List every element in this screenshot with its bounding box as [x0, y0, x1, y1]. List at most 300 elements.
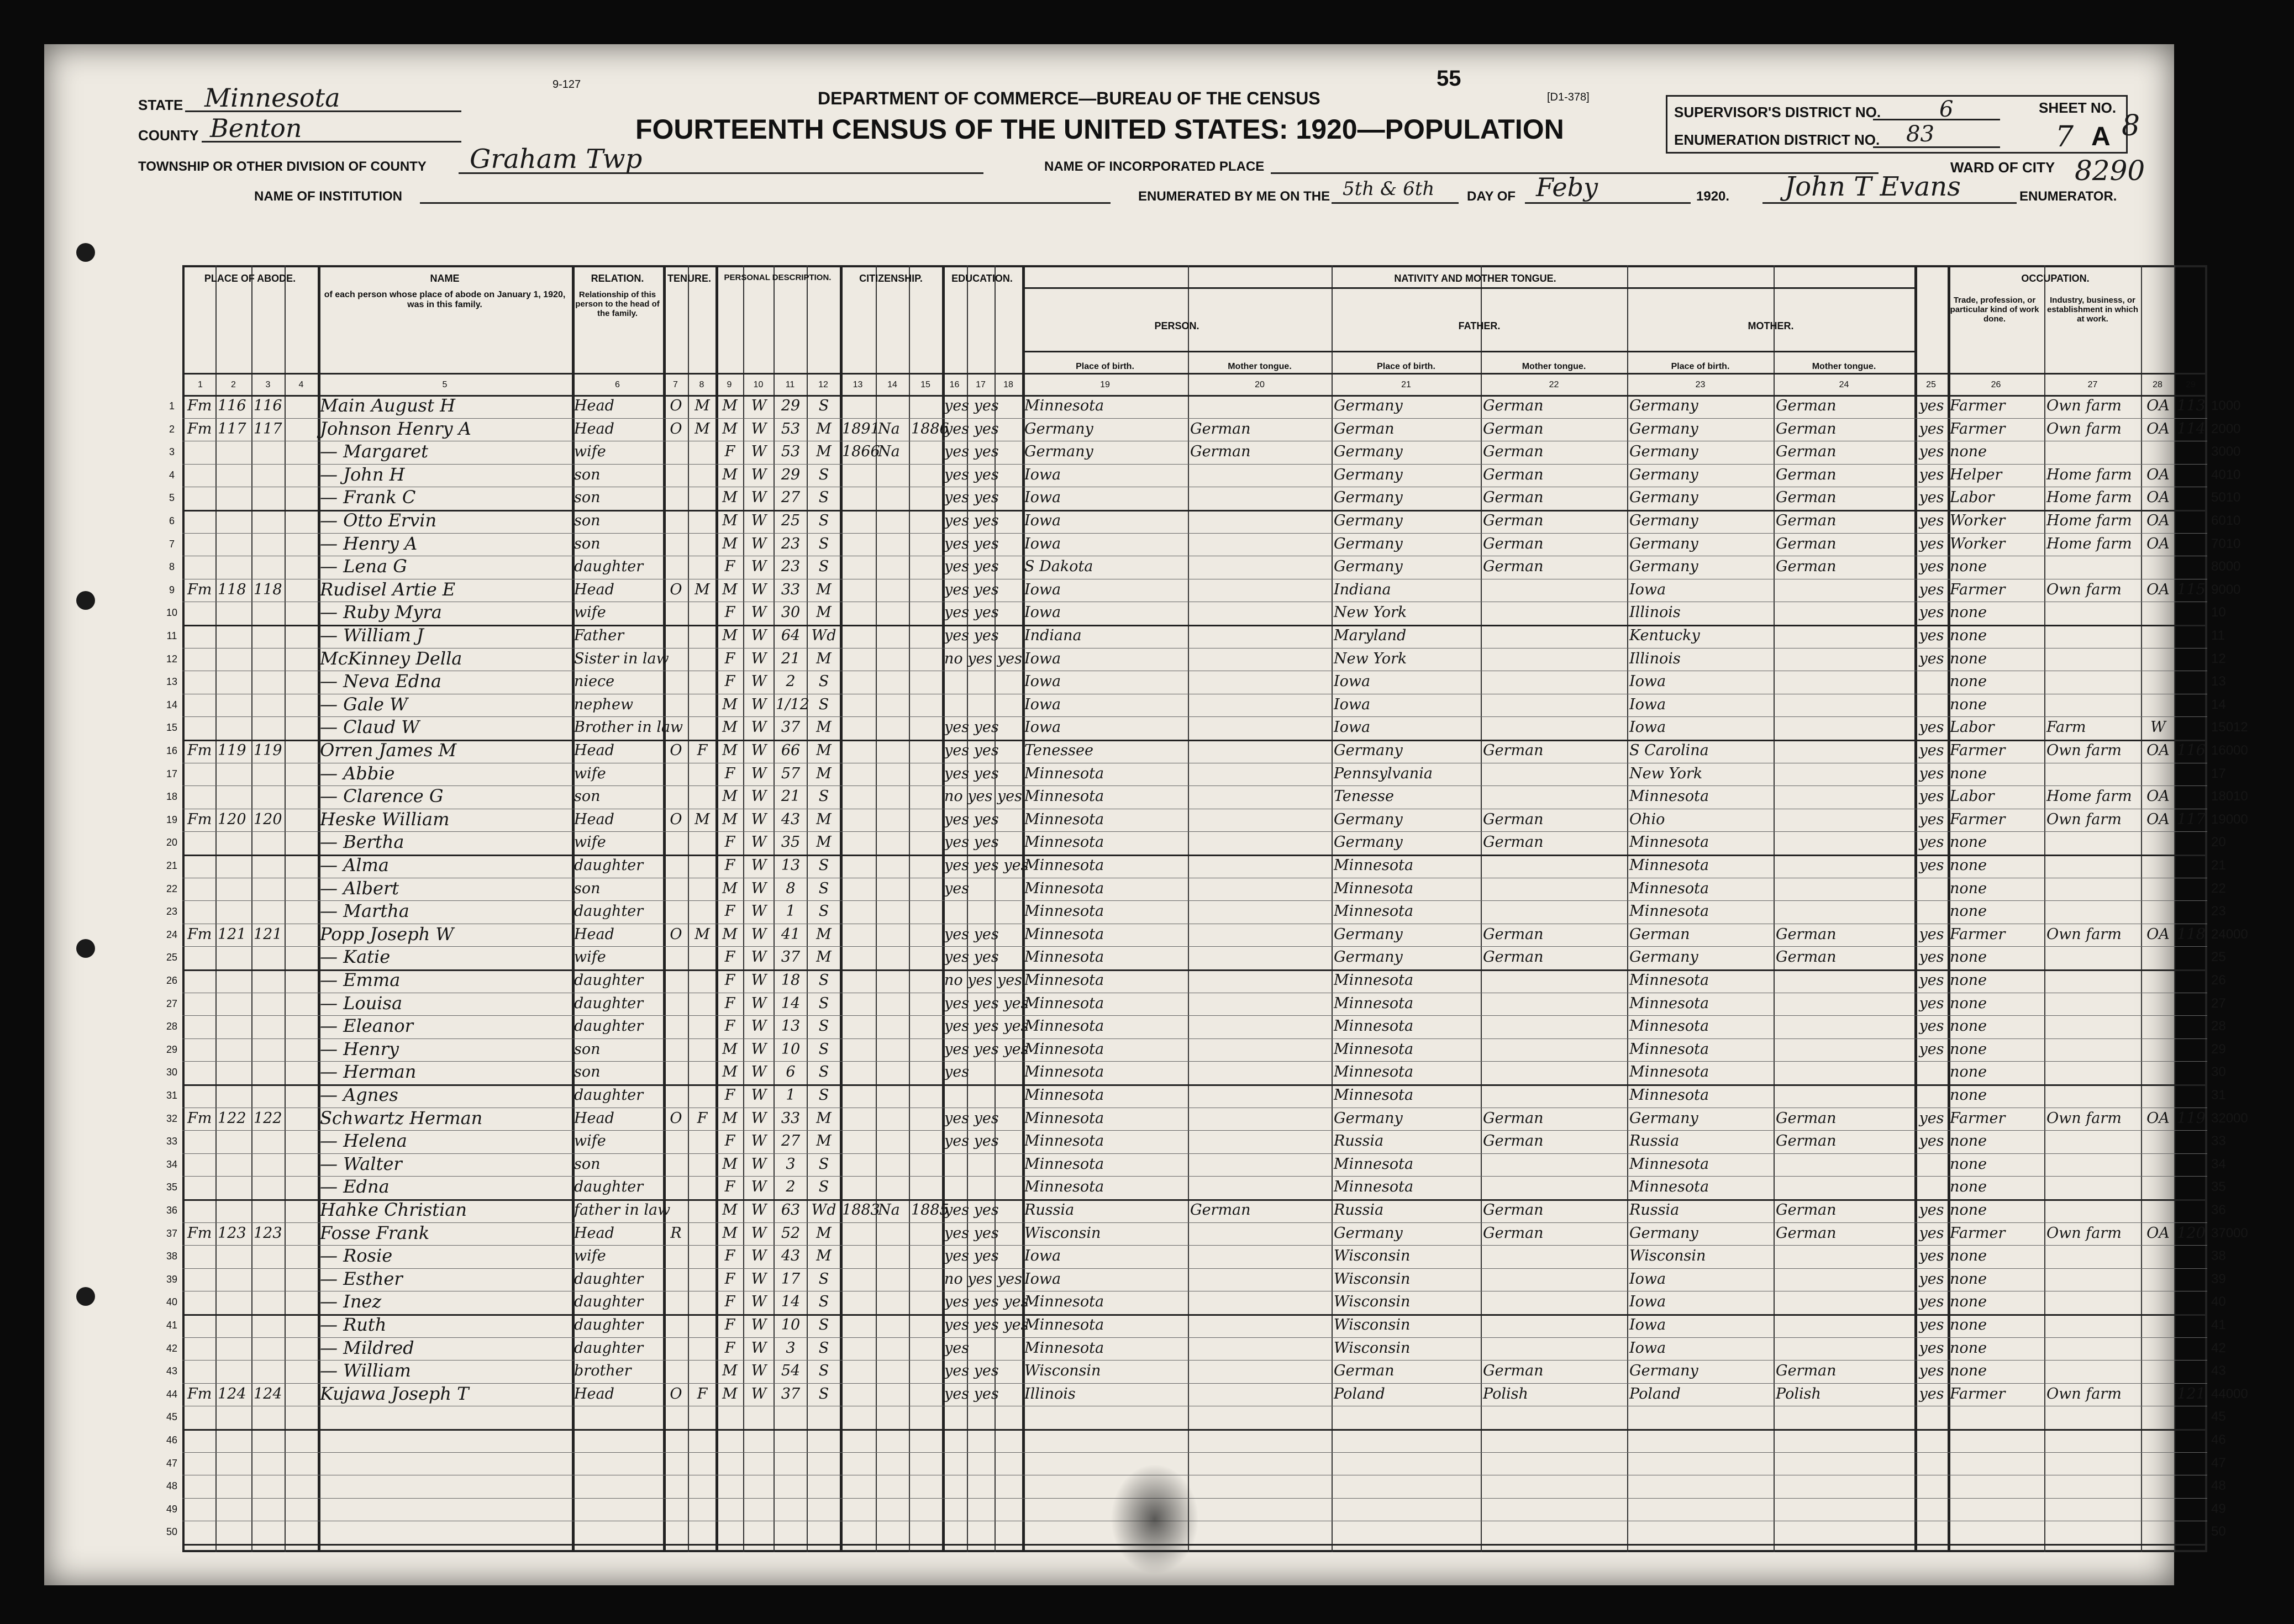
cell-mpob: Iowa — [1629, 581, 1666, 598]
enumerator-label: ENUMERATOR. — [2019, 189, 2117, 204]
cell-rel: daughter — [574, 994, 644, 1012]
cell-pob: Minnesota — [1024, 972, 1104, 989]
cell-fpob: Germany — [1334, 558, 1403, 576]
cell-age: 8 — [786, 879, 796, 897]
line-number: 4 — [169, 469, 175, 481]
margin-number: 22 — [2211, 880, 2226, 896]
cell-fpob: Germany — [1334, 489, 1403, 507]
table-row — [182, 694, 2207, 717]
cell-emp: W — [2150, 719, 2166, 736]
table-row — [182, 464, 2207, 487]
cell-pob: Iowa — [1024, 535, 1061, 552]
cell-ind: Own farm — [2046, 810, 2122, 828]
cell-sex: F — [724, 1087, 735, 1104]
cell-mpob: Iowa — [1629, 673, 1666, 690]
row-divider — [182, 1452, 2207, 1453]
cell-rel: daughter — [574, 1316, 644, 1333]
column-number: 27 — [2087, 380, 2098, 389]
column-number: 24 — [1839, 380, 1849, 389]
cell-fpob: Germany — [1334, 535, 1403, 552]
cell-mtg: M — [694, 420, 710, 437]
line-number: 1 — [169, 400, 175, 412]
cell-fmt: German — [1483, 1362, 1544, 1380]
cell-name: Popp Joseph W — [320, 923, 454, 945]
cell-age: 37 — [781, 719, 801, 736]
column-number: 18 — [1003, 380, 1013, 389]
cell-fpob: Iowa — [1334, 695, 1371, 713]
cell-sex: F — [724, 994, 735, 1012]
table-row — [182, 487, 2207, 510]
cell-race: W — [751, 972, 767, 989]
line-number: 49 — [166, 1503, 178, 1515]
column-number: 4 — [298, 380, 304, 389]
table-row — [182, 924, 2207, 947]
column-number: 29 — [2186, 380, 2196, 389]
cell-eng: yes — [1919, 535, 1944, 552]
cell-rel: wife — [574, 1247, 606, 1265]
cell-race: W — [751, 1109, 767, 1127]
cell-fpob: Germany — [1334, 1109, 1403, 1127]
cell-occ: none — [1950, 1087, 1987, 1104]
cell-age: 30 — [781, 604, 801, 621]
cell-dw: 123 — [218, 1224, 246, 1242]
cell-ny: 1886 — [911, 420, 949, 437]
cell-mpob: Germany — [1629, 535, 1698, 552]
cell-mpob: S Carolina — [1629, 742, 1709, 759]
cell-fmt: German — [1483, 443, 1544, 461]
cell-occ: none — [1950, 1063, 1987, 1081]
cell-mpob: Iowa — [1629, 1293, 1666, 1311]
cell-occ: Farmer — [1950, 810, 2006, 828]
cell-rel: father in law — [574, 1201, 671, 1219]
cell-pob: Iowa — [1024, 1247, 1061, 1265]
cell-ind: Own farm — [2046, 420, 2122, 437]
line-number: 35 — [166, 1182, 178, 1193]
cell-race: W — [751, 764, 767, 782]
margin-number: 19000 — [2211, 811, 2248, 827]
margin-number: 25 — [2211, 950, 2226, 965]
cell-age: 57 — [781, 764, 801, 782]
form-number: 9-127 — [553, 78, 581, 91]
cell-rel: daughter — [574, 972, 644, 989]
cell-occ: Farmer — [1950, 581, 2006, 598]
line-number: 39 — [166, 1273, 178, 1285]
cell-fpob: Germany — [1334, 1224, 1403, 1242]
cell-sex: F — [724, 1339, 735, 1357]
cell-fam: 121 — [254, 925, 282, 943]
cell-pob: Minnesota — [1024, 397, 1104, 414]
cell-name: — Ruth — [320, 1314, 387, 1335]
cell-lit: yes yes — [944, 1224, 999, 1242]
table-row — [182, 418, 2207, 441]
cell-rel: Brother in law — [574, 719, 683, 736]
cell-race: W — [751, 466, 767, 483]
cell-rel: son — [574, 1040, 601, 1058]
table-row — [182, 1222, 2207, 1246]
cell-farm: Fm — [187, 420, 212, 437]
cell-mar: M — [816, 925, 832, 943]
cell-mar: S — [818, 903, 829, 920]
cell-race: W — [751, 604, 767, 621]
cell-sex: M — [722, 1063, 738, 1081]
cell-dw: 117 — [218, 420, 246, 437]
cell-race: W — [751, 857, 767, 874]
header-divider — [1022, 287, 1914, 289]
margin-number: 8000 — [2211, 559, 2241, 574]
county-label: COUNTY — [138, 127, 199, 144]
cell-pob: Iowa — [1024, 1270, 1061, 1288]
cell-fpob: Iowa — [1334, 673, 1371, 690]
cell-lit: yes yes — [944, 719, 999, 736]
line-number: 30 — [166, 1067, 178, 1078]
cell-mtg: M — [694, 581, 710, 598]
cell-own: R — [670, 1224, 682, 1242]
cell-mar: S — [818, 1017, 829, 1035]
cell-occ: none — [1950, 1155, 1987, 1173]
cell-mar: M — [816, 834, 832, 851]
cell-age: 1 — [786, 903, 796, 920]
margin-number: 39 — [2211, 1271, 2226, 1286]
cell-mar: S — [818, 558, 829, 576]
cell-mar: M — [816, 650, 832, 667]
cell-ind: Own farm — [2046, 1109, 2122, 1127]
cell-race: W — [751, 673, 767, 690]
cell-eng: yes — [1919, 1316, 1944, 1333]
cell-fam: 118 — [254, 581, 282, 598]
cell-rel: Head — [574, 397, 614, 414]
cell-lit: no yes yes — [944, 972, 1022, 989]
cell-fam: 122 — [254, 1109, 282, 1127]
cell-race: W — [751, 834, 767, 851]
margin-number: 46 — [2211, 1432, 2226, 1447]
cell-mmt: German — [1776, 1224, 1837, 1242]
line-number: 33 — [166, 1136, 178, 1147]
group-mother: MOTHER. — [1748, 320, 1794, 331]
cell-emp: OA — [2146, 489, 2170, 507]
cell-race: W — [751, 1293, 767, 1311]
cell-rel: daughter — [574, 1017, 644, 1035]
cell-mpob: Germany — [1629, 420, 1698, 437]
cell-fpob: Germany — [1334, 443, 1403, 461]
person-tongue-header: Mother tongue. — [1228, 362, 1292, 371]
cell-age: 52 — [781, 1224, 801, 1242]
cell-lit: yes yes — [944, 443, 999, 461]
cell-name: — Margaret — [320, 441, 428, 462]
cell-race: W — [751, 1040, 767, 1058]
cell-race: W — [751, 627, 767, 644]
cell-name: Fosse Frank — [320, 1222, 430, 1243]
cell-name: — Louisa — [320, 992, 403, 1014]
line-number: 9 — [169, 584, 175, 595]
cell-mar: M — [816, 604, 832, 621]
sheet-mark: 8 — [2122, 109, 2140, 143]
cell-occ: none — [1950, 948, 1987, 966]
cell-imm: 1866 — [842, 443, 880, 461]
cell-occ: none — [1950, 1362, 1987, 1380]
cell-occ: none — [1950, 879, 1987, 897]
cell-fpob: German — [1334, 420, 1395, 437]
cell-occ: none — [1950, 1201, 1987, 1219]
margin-number: 17 — [2211, 766, 2226, 781]
cell-age: 37 — [781, 1385, 801, 1402]
line-number: 44 — [166, 1388, 178, 1400]
cell-pob: Iowa — [1024, 673, 1061, 690]
cell-lit: yes yes yes — [944, 1040, 1029, 1058]
cell-emp: OA — [2146, 420, 2170, 437]
cell-mar: M — [816, 810, 832, 828]
cell-fpob: Indiana — [1334, 581, 1391, 598]
cell-mar: S — [818, 1040, 829, 1058]
cell-name: — Ruby Myra — [320, 602, 442, 623]
cell-occ: none — [1950, 1040, 1987, 1058]
cell-mar: M — [816, 581, 832, 598]
cell-mar: M — [816, 1132, 832, 1150]
cell-occ: Farmer — [1950, 925, 2006, 943]
cell-sex: M — [722, 1155, 738, 1173]
cell-rel: wife — [574, 1132, 606, 1150]
cell-fpob: Germany — [1334, 810, 1403, 828]
cell-eng: yes — [1919, 1339, 1944, 1357]
cell-age: 53 — [781, 420, 801, 437]
cell-fam: 123 — [254, 1224, 282, 1242]
cell-mar: M — [816, 443, 832, 461]
mother-pob-header: Place of birth. — [1671, 362, 1730, 371]
cell-sex: F — [724, 604, 735, 621]
margin-number: 14 — [2211, 697, 2226, 712]
cell-eng: yes — [1919, 466, 1944, 483]
cell-pob: Minnesota — [1024, 1063, 1104, 1081]
cell-mar: S — [818, 1293, 829, 1311]
cell-own: O — [670, 925, 682, 943]
line-number: 22 — [166, 883, 178, 894]
table-row — [182, 716, 2207, 740]
margin-number: 21 — [2211, 858, 2226, 873]
cell-mmt: German — [1776, 489, 1837, 507]
cell-rel: son — [574, 1063, 601, 1081]
table-row — [182, 1245, 2207, 1268]
column-number: 20 — [1255, 380, 1265, 389]
cell-age: 23 — [781, 558, 801, 576]
census-sheet — [44, 44, 2248, 1585]
cell-fpob: Minnesota — [1334, 994, 1414, 1012]
cell-fam: 116 — [254, 397, 282, 414]
cell-mtg: M — [694, 925, 710, 943]
cell-mtg: F — [697, 742, 708, 759]
line-number: 25 — [166, 952, 178, 963]
cell-pob: Iowa — [1024, 604, 1061, 621]
cell-own: O — [670, 581, 682, 598]
cell-rel: daughter — [574, 1293, 644, 1311]
cell-rel: daughter — [574, 558, 644, 576]
cell-rel: Head — [574, 581, 614, 598]
cell-age: 54 — [781, 1362, 801, 1380]
cell-mmt: Polish — [1776, 1385, 1821, 1402]
line-number: 2 — [169, 423, 175, 435]
cell-race: W — [751, 719, 767, 736]
sheet-label: SHEET NO. — [2039, 99, 2117, 116]
cell-rel: Head — [574, 925, 614, 943]
cell-mar: M — [816, 1247, 832, 1265]
group-relation: RELATION. — [591, 273, 644, 284]
column-number: 16 — [949, 380, 960, 389]
cell-fpob: Minnesota — [1334, 972, 1414, 989]
cell-sex: M — [722, 397, 738, 414]
cell-pob: Russia — [1024, 1201, 1075, 1219]
cell-race: W — [751, 1017, 767, 1035]
cell-sex: F — [724, 1017, 735, 1035]
cell-name: — Lena G — [320, 556, 407, 577]
cell-mt: German — [1190, 443, 1251, 461]
cell-lit: yes yes — [944, 581, 999, 598]
cell-race: W — [751, 903, 767, 920]
cell-lit: yes yes — [944, 420, 999, 437]
cell-fmt: German — [1483, 1224, 1544, 1242]
cell-mmt: German — [1776, 925, 1837, 943]
cell-mpob: Germany — [1629, 1362, 1698, 1380]
margin-number: 15012 — [2211, 720, 2248, 735]
cell-lit: no yes yes — [944, 1270, 1022, 1288]
line-number: 15 — [166, 722, 178, 734]
cell-name: — Bertha — [320, 831, 404, 853]
cell-age: 13 — [781, 857, 801, 874]
cell-emp: OA — [2146, 742, 2170, 759]
cell-pob: Indiana — [1024, 627, 1082, 644]
cell-own: O — [670, 742, 682, 759]
margin-number: 2000 — [2211, 421, 2241, 436]
cell-name: — Edna — [320, 1176, 390, 1198]
table-row — [182, 1061, 2207, 1084]
cell-pob: Minnesota — [1024, 1316, 1104, 1333]
cell-sex: F — [724, 903, 735, 920]
margin-number: 44000 — [2211, 1386, 2248, 1401]
relation-column-desc: Relationship of this person to the head of the family. — [575, 290, 660, 318]
cell-fmt: German — [1483, 948, 1544, 966]
film-smudge — [1111, 1464, 1199, 1574]
cell-ind: Own farm — [2046, 581, 2122, 598]
line-number: 45 — [166, 1411, 178, 1423]
cell-lit: yes yes — [944, 1385, 999, 1402]
cell-sched: 121 — [2177, 1385, 2206, 1402]
cell-ind: Own farm — [2046, 397, 2122, 414]
cell-sched: 118 — [2177, 925, 2206, 943]
table-row — [182, 1314, 2207, 1337]
cell-fpob: Tenesse — [1334, 788, 1394, 805]
binder-hole-icon — [76, 1287, 95, 1306]
cell-age: 64 — [781, 627, 801, 644]
cell-fmt: Polish — [1483, 1385, 1528, 1402]
cell-mar: S — [818, 1339, 829, 1357]
cell-name: — Alma — [320, 855, 389, 876]
cell-mpob: Iowa — [1629, 1270, 1666, 1288]
cell-emp: OA — [2146, 581, 2170, 598]
cell-age: 10 — [781, 1316, 801, 1333]
cell-occ: Farmer — [1950, 742, 2006, 759]
cell-name: — Henry — [320, 1038, 399, 1059]
cell-mpob: Kentucky — [1629, 627, 1700, 644]
cell-sex: M — [722, 719, 738, 736]
cell-mpob: Minnesota — [1629, 1178, 1709, 1196]
cell-mpob: Iowa — [1629, 719, 1666, 736]
cell-pob: Wisconsin — [1024, 1224, 1101, 1242]
column-number: 10 — [753, 380, 764, 389]
line-number: 38 — [166, 1251, 178, 1262]
cell-rel: wife — [574, 834, 606, 851]
cell-fmt: German — [1483, 535, 1544, 552]
institution-label: NAME OF INSTITUTION — [254, 189, 402, 204]
cell-mar: M — [816, 1224, 832, 1242]
table-row — [182, 1291, 2207, 1314]
line-number: 5 — [169, 492, 175, 504]
cell-mmt: German — [1776, 535, 1837, 552]
cell-name: Heske William — [320, 808, 450, 830]
table-row — [182, 1108, 2207, 1131]
cell-lit: yes yes — [944, 834, 999, 851]
cell-pob: Minnesota — [1024, 879, 1104, 897]
cell-lit: yes — [944, 1063, 970, 1081]
margin-number: 32000 — [2211, 1110, 2248, 1126]
line-number: 46 — [166, 1435, 178, 1446]
cell-occ: none — [1950, 972, 1987, 989]
cell-mtg: F — [697, 1385, 708, 1402]
cell-eng: yes — [1919, 1201, 1944, 1219]
cell-eng: yes — [1919, 627, 1944, 644]
cell-lit: yes yes — [944, 925, 999, 943]
cell-dw: 122 — [218, 1109, 246, 1127]
cell-fpob: Germany — [1334, 397, 1403, 414]
cell-ind: Home farm — [2046, 788, 2132, 805]
cell-name: — Agnes — [320, 1084, 398, 1105]
row-divider — [182, 1429, 2207, 1431]
margin-number: 43 — [2211, 1363, 2226, 1379]
cell-mar: S — [818, 397, 829, 414]
cell-mar: M — [816, 948, 832, 966]
cell-sex: M — [722, 466, 738, 483]
margin-number: 9000 — [2211, 582, 2241, 597]
cell-lit: yes yes yes — [944, 1293, 1029, 1311]
cell-mpob: Iowa — [1629, 1339, 1666, 1357]
cell-eng: yes — [1919, 1224, 1944, 1242]
cell-mmt: German — [1776, 1201, 1837, 1219]
cell-rel: daughter — [574, 1178, 644, 1196]
table-row — [182, 1383, 2207, 1406]
table-row — [182, 1199, 2207, 1222]
cell-name: — Albert — [320, 877, 399, 899]
cell-pob: Iowa — [1024, 695, 1061, 713]
father-pob-header: Place of birth. — [1377, 362, 1435, 371]
cell-emp: OA — [2146, 535, 2170, 552]
cell-name: — Emma — [320, 969, 401, 990]
cell-emp: OA — [2146, 466, 2170, 483]
group-education: EDUCATION. — [951, 273, 1013, 284]
cell-race: W — [751, 1385, 767, 1402]
cell-rel: daughter — [574, 903, 644, 920]
margin-number: 36 — [2211, 1203, 2226, 1217]
cell-mar: S — [818, 695, 829, 713]
line-number: 8 — [169, 561, 175, 573]
cell-race: W — [751, 1362, 767, 1380]
cell-pob: Iowa — [1024, 719, 1061, 736]
cell-age: 3 — [786, 1155, 796, 1173]
cell-mar: S — [818, 1063, 829, 1081]
cell-race: W — [751, 535, 767, 552]
cell-rel: daughter — [574, 1270, 644, 1288]
cell-mpob: Ohio — [1629, 810, 1665, 828]
cell-dw: 121 — [218, 925, 246, 943]
line-number: 32 — [166, 1112, 178, 1124]
cell-lit: yes yes yes — [944, 1316, 1029, 1333]
margin-number: 47 — [2211, 1455, 2226, 1470]
column-number: 28 — [2153, 380, 2163, 389]
